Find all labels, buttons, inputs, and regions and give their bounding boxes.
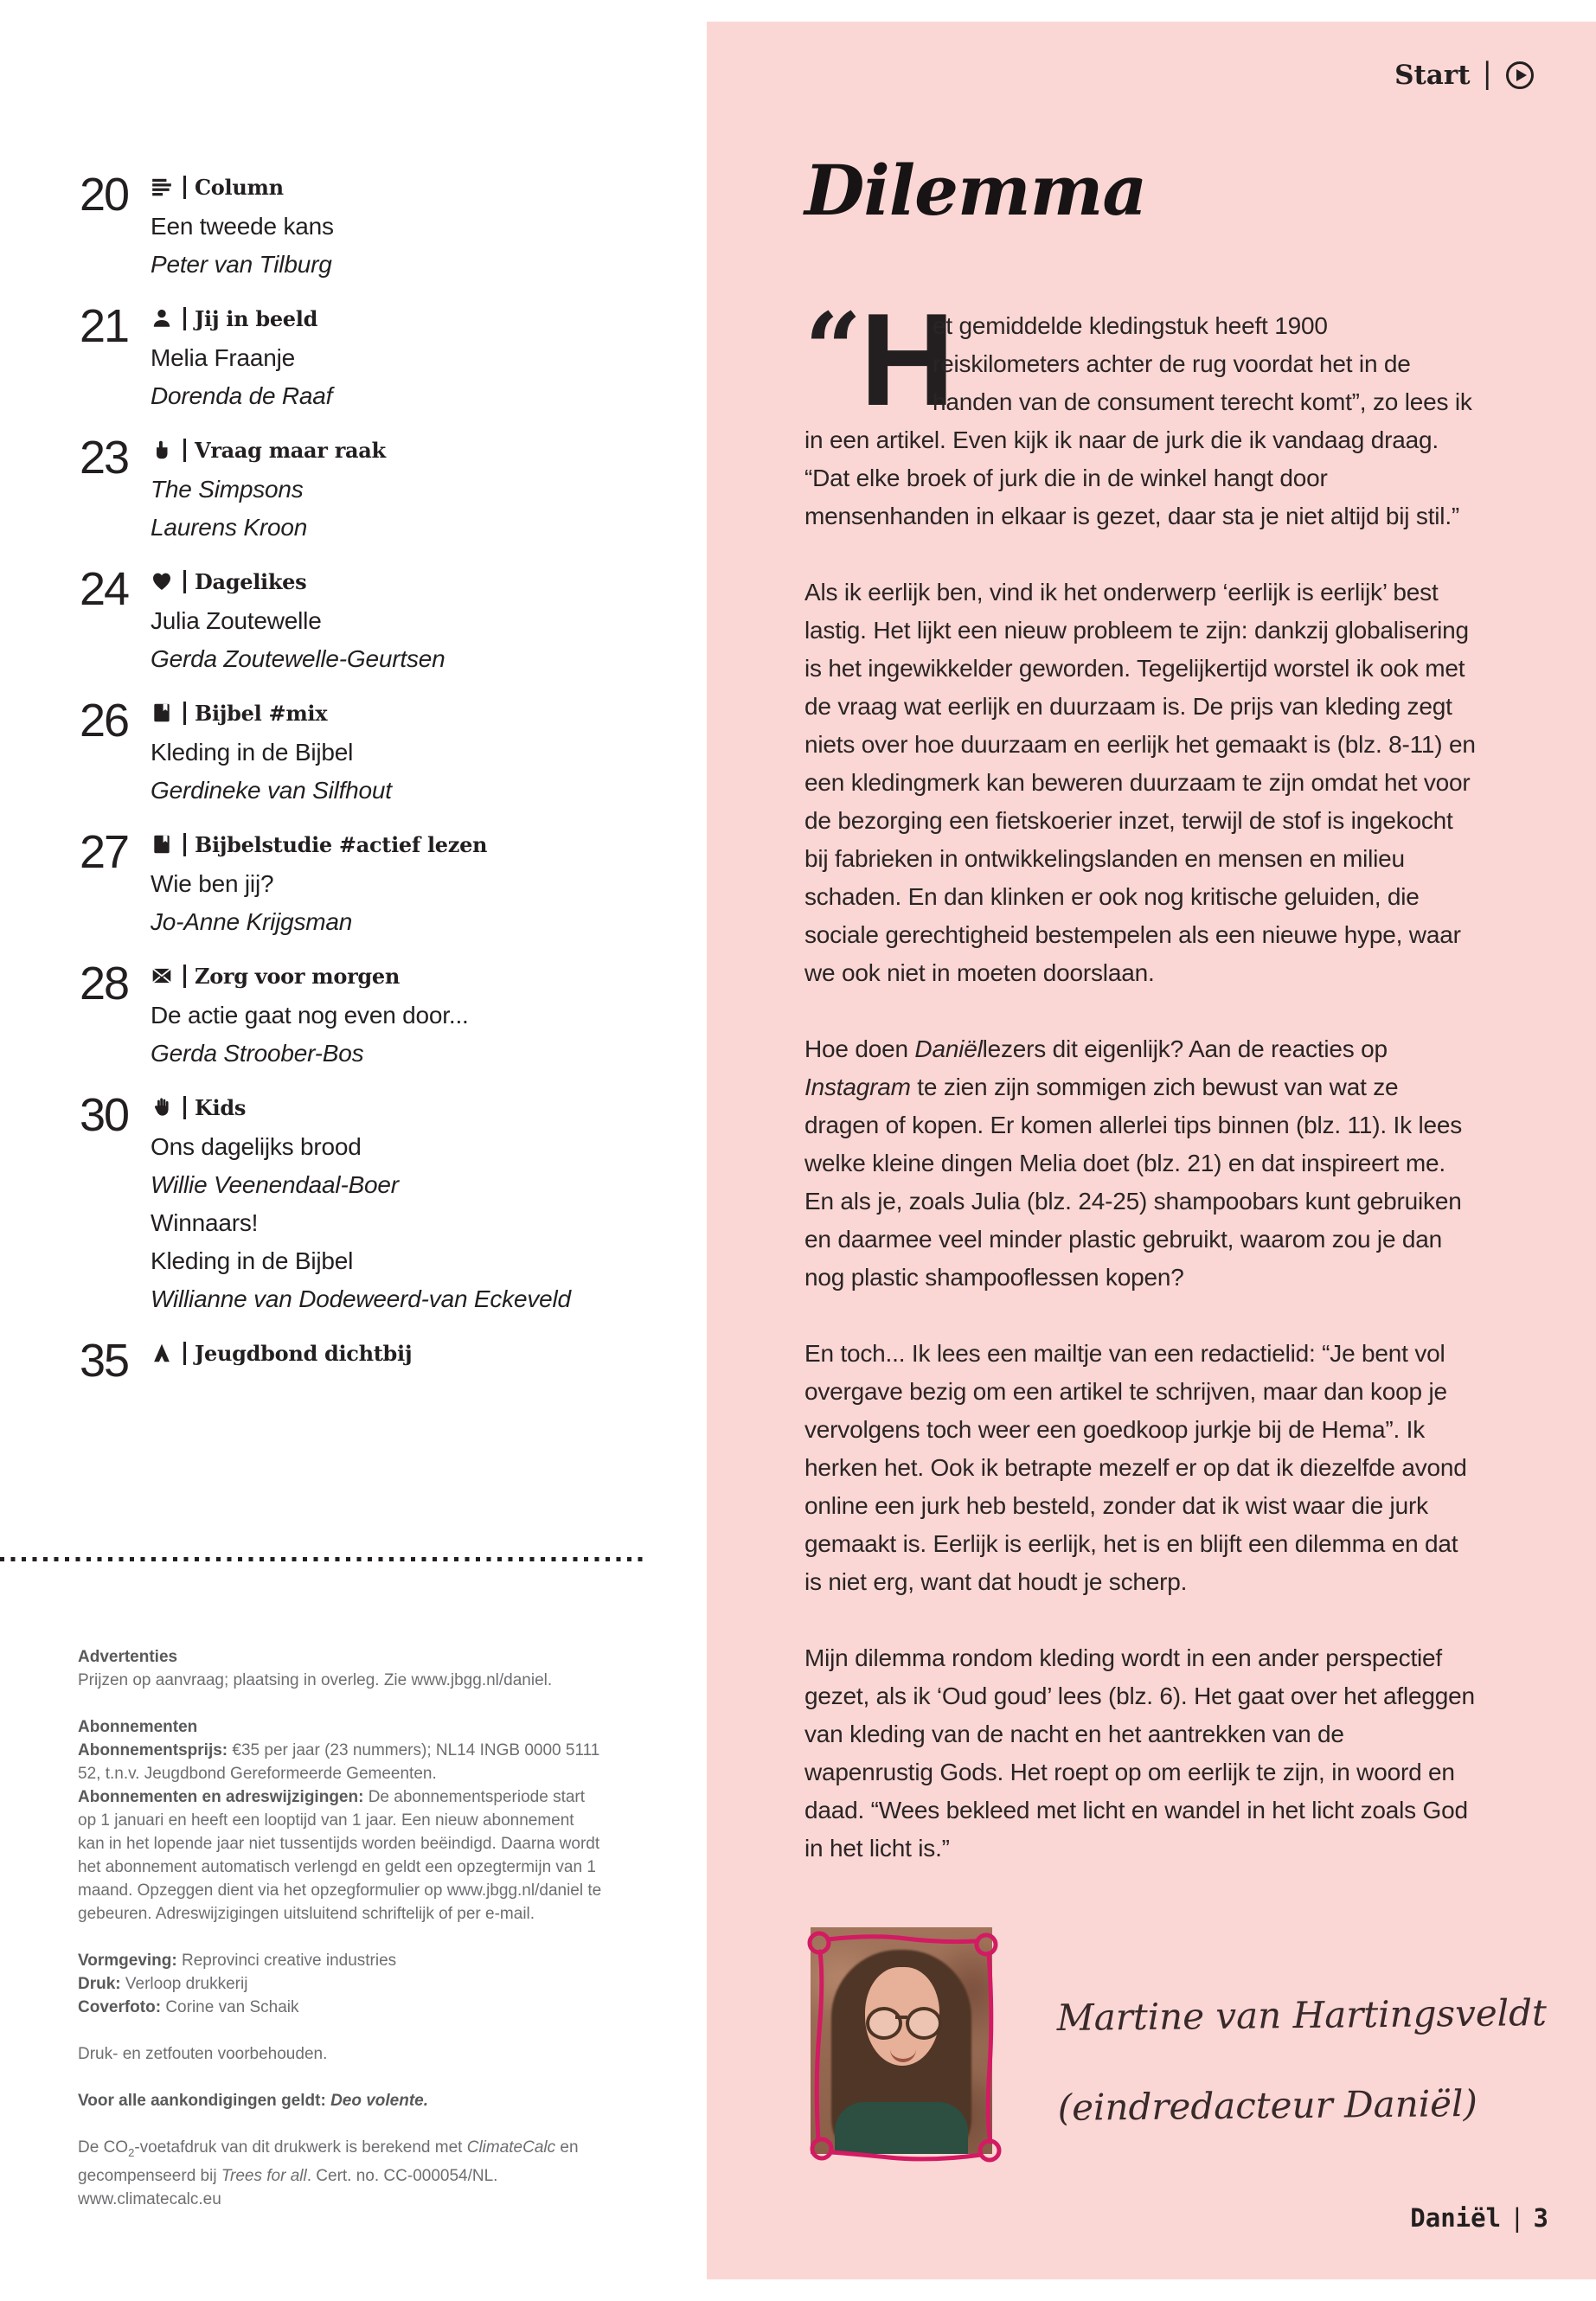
toc-entry[interactable]	[80, 1335, 676, 1387]
toc-category-label: Jeugdbond dichtbij	[195, 1340, 413, 1366]
toc-article-title: De actie gaat nog even door...	[151, 1002, 469, 1029]
toc-page-number: 20	[80, 169, 129, 221]
toc-author: Gerda Zoutewelle-Geurtsen	[151, 645, 445, 672]
colophon-paragraph	[78, 2136, 604, 2211]
toc-category-row	[151, 171, 676, 202]
toc-entry[interactable]	[80, 563, 676, 678]
toc-category-row	[151, 960, 676, 991]
column-icon	[151, 176, 173, 198]
toc-category-row	[151, 1092, 676, 1123]
signature	[1055, 1909, 1548, 2174]
colophon-text: Reprovinci creative industries	[182, 1952, 397, 1970]
toc-author: Gerdineke van Silfhout	[151, 777, 392, 804]
editorial-text: Mijn dilemma rondom kleding wordt in een ander perspectief gezet, als ik ‘Oud goud’ lees (blz. 6). Het gaat over het afleggen van kleding van de nacht en het aantrekken van de wapenrustig Gods. Het roept op om eerlijk te zijn, in woord en daad. “Wees bekleed met licht en wandel in het licht zoals God in het licht is.”	[804, 1644, 1475, 1862]
colophon-text: De abonnementsperiode start op 1 januari en heeft een looptijd van 1 jaar. Een nieuw abonnement kan in het lopende jaar niet tussentijds worden beëindigd. Daarna wordt het abonnement automatisch verlengd en geldt een opzegtermijn van 1 maand. Opzeggen dient via het opzegformulier op www.jbgg.nl/daniel te gebeuren. Adreswijzigingen uitsluitend schriftelijk of per e-mail.	[78, 1788, 602, 1923]
play-icon	[1504, 60, 1535, 91]
dropcap-quote-mark: “	[804, 292, 862, 408]
category-separator	[183, 176, 186, 199]
toc-entry-body	[151, 829, 676, 941]
start-separator: |	[1482, 56, 1492, 91]
colophon-text: Verloop drukkerij	[125, 1975, 248, 1993]
page-title: Dilemma	[804, 150, 1147, 231]
editor-signoff	[793, 1912, 1547, 2171]
toc-entry[interactable]	[80, 171, 676, 284]
toc-author: Laurens Kroon	[151, 514, 308, 541]
colophon-text: Druk:	[78, 1975, 125, 1993]
editorial-text: En toch... Ik lees een mailtje van een redactielid: “Je bent vol overgave bezig om een artikel te schrijven, maar dan koop je vervolgens toch weer een goedkoop jurkje bij de Hema”. Ik herken het. Ook ik betrapte mezelf er op dat ik diezelfde avond online een jurk heb besteld, zonder dat ik wist waar die jurk gemaakt is. Eerlijk is eerlijk, het is en blijft een dilemma en dat is niet erg, want dat houdt je scherp.	[804, 1340, 1467, 1595]
toc-article-title: Kleding in de Bijbel	[151, 1247, 354, 1274]
editorial-panel	[707, 22, 1596, 2279]
signature-name: Martine van Hartingsveldt	[1056, 1991, 1548, 2039]
editor-photo-frame	[793, 1912, 1010, 2171]
toc-entry-body	[151, 1092, 676, 1318]
editorial-body	[804, 286, 1477, 1868]
toc-category-label: Bijbel #mix	[195, 700, 328, 726]
editorial-paragraph	[804, 286, 1477, 535]
editorial-paragraph	[804, 1639, 1477, 1868]
toc-category-row	[151, 566, 676, 597]
toc-article-title: Kleding in de Bijbel	[151, 739, 354, 766]
colophon-text: Trees for all	[221, 2166, 307, 2185]
toc-page-number: 27	[80, 826, 129, 878]
colophon	[78, 1645, 604, 2211]
heart-icon	[151, 570, 173, 593]
editorial-paragraph	[804, 1335, 1477, 1601]
toc-category-label: Kids	[195, 1094, 247, 1120]
toc-entry[interactable]	[80, 826, 676, 941]
toc-author: Willie Veenendaal-Boer	[151, 1171, 399, 1198]
editorial-text: Hoe doen	[804, 1035, 915, 1062]
tent-icon	[151, 1342, 173, 1364]
toc-page-number: 35	[80, 1335, 129, 1387]
category-separator	[183, 833, 186, 856]
category-separator	[183, 1342, 186, 1365]
colophon-text: Voor alle aankondigingen geldt:	[78, 2092, 331, 2110]
colophon-paragraph	[78, 1715, 604, 1739]
colophon-text: 2	[128, 2145, 135, 2159]
toc-page-number: 30	[80, 1089, 129, 1141]
toc-article-title: Melia Fraanje	[151, 344, 296, 371]
toc-author: Peter van Tilburg	[151, 251, 332, 278]
editorial-paragraph	[804, 1030, 1477, 1297]
toc-category-row	[151, 303, 676, 334]
footer-magazine: Daniël	[1410, 2203, 1502, 2233]
colophon-text: . Cert. no. CC-000054/NL. www.climatecalc.eu	[78, 2166, 498, 2208]
toc-entry[interactable]	[80, 1089, 676, 1318]
envelope-icon	[151, 965, 173, 987]
colophon-text: Abonnementen en adreswijzigingen:	[78, 1788, 369, 1806]
toc-entry[interactable]	[80, 697, 676, 810]
colophon-text: Abonnementsprijs:	[78, 1741, 233, 1759]
book-icon	[151, 702, 173, 724]
colophon-text: -voetafdruk van dit drukwerk is berekend met	[134, 2138, 467, 2157]
dropcap-letter: H	[860, 286, 952, 433]
colophon-text: en gecompenseerd bij	[78, 2138, 579, 2185]
toc-entry-body	[151, 171, 676, 284]
colophon-paragraph	[78, 1972, 604, 1996]
person-icon	[151, 307, 173, 330]
toc-page-number: 23	[80, 432, 129, 484]
toc-entry-body	[151, 1337, 676, 1384]
toc-category-row	[151, 1337, 676, 1368]
toc-entry[interactable]	[80, 300, 676, 415]
colophon-paragraph	[78, 1739, 604, 1785]
toc-page-number: 26	[80, 695, 129, 747]
category-separator	[183, 965, 186, 988]
toc-category-label: Bijbelstudie #actief lezen	[195, 831, 488, 857]
toc-entry-body	[151, 960, 676, 1073]
toc-category-row	[151, 829, 676, 860]
toc-entry-body	[151, 303, 676, 415]
colophon-text: €35 per jaar (23 nummers); NL14 INGB 0000 5111 52, t.n.v. Jeugdbond Gereformeerde Gemeenten.	[78, 1741, 600, 1783]
toc-entry[interactable]	[80, 434, 676, 547]
colophon-text: Vormgeving:	[78, 1952, 182, 1970]
toc-list	[80, 171, 676, 1403]
colophon-paragraph	[78, 1949, 604, 1972]
pointing-finger-icon	[151, 439, 173, 461]
colophon-paragraph	[78, 1996, 604, 2019]
footer-separator: |	[1509, 2203, 1525, 2233]
dotted-divider	[0, 1557, 647, 1561]
colophon-text: De CO	[78, 2138, 129, 2157]
book-icon	[151, 833, 173, 856]
toc-article-title: Wie ben jij?	[151, 870, 274, 897]
toc-page-number: 24	[80, 563, 129, 615]
toc-article-title: Ons dagelijks brood	[151, 1133, 362, 1160]
toc-article-title: Winnaars!	[151, 1209, 259, 1236]
toc-entry-body	[151, 697, 676, 810]
page-footer	[1410, 2203, 1548, 2233]
toc-article-title: Een tweede kans	[151, 213, 334, 240]
editorial-text: Daniël	[914, 1035, 983, 1062]
colophon-text: Advertenties	[78, 1648, 178, 1666]
toc-category-label: Zorg voor morgen	[195, 963, 401, 989]
toc-author: The Simpsons	[151, 476, 304, 503]
signature-role: (eindredacteur Daniël)	[1057, 2081, 1478, 2129]
colophon-text: Prijzen op aanvraag; plaatsing in overleg. Zie www.jbgg.nl/daniel.	[78, 1671, 553, 1689]
toc-author: Gerda Stroober-Bos	[151, 1040, 364, 1067]
colophon-paragraph	[78, 1785, 604, 1926]
colophon-paragraph	[78, 2042, 604, 2066]
colophon-text: Deo volente.	[330, 2092, 429, 2110]
toc-author: Jo-Anne Krijgsman	[151, 908, 353, 935]
footer-page-number: 3	[1533, 2203, 1548, 2233]
toc-category-label: Dagelikes	[195, 568, 307, 594]
toc-page-number: 21	[80, 300, 129, 352]
editorial-text: Als ik eerlijk ben, vind ik het onderwerp ‘eerlijk is eerlijk’ best lastig. Het lijkt een nieuw probleem te zijn: dankzij globalisering is het ingewikkelder geworden. Tegelijkertijd worstel ik ook met de vraag wat eerlijk en duurzaam is. De prijs van kleding zegt niets over hoe duurzaam en eerlijk het gemaakt is (blz. 8-11) en een kledingmerk kan beweren duurzaam te zijn omdat het voor de bezorging een fietskoerier inzet, terwijl de stof is ingekocht bij fabrieken in ontwikkelingslanden en mensen en milieu schaden. En dan klinken er ook nog kritische geluiden, die sociale gerechtigheid bestempelen als een nieuwe hype, waar we ook niet in moeten doorslaan.	[804, 579, 1476, 986]
toc-entry-body	[151, 434, 676, 547]
colophon-paragraph	[78, 1669, 604, 1692]
colophon-paragraph	[78, 1645, 604, 1669]
colophon-text: ClimateCalc	[466, 2138, 556, 2157]
editorial-text: lezers dit eigenlijk? Aan de reacties op	[982, 1035, 1388, 1062]
toc-category-label: Column	[195, 174, 284, 200]
toc-category-label: Vraag maar raak	[195, 437, 386, 463]
category-separator	[183, 1096, 186, 1119]
toc-page-number: 28	[80, 958, 129, 1009]
colophon-text: Corine van Schaik	[165, 1998, 299, 2016]
colophon-text: Abonnementen	[78, 1718, 198, 1736]
toc-author: Dorenda de Raaf	[151, 382, 333, 409]
toc-entry-body	[151, 566, 676, 678]
editorial-paragraph	[804, 574, 1477, 992]
toc-category-label: Jij in beeld	[195, 305, 318, 331]
start-marker[interactable]	[1394, 58, 1535, 93]
doodle-frame	[793, 1912, 1010, 2171]
colophon-text: Coverfoto:	[78, 1998, 166, 2016]
category-separator	[183, 570, 186, 593]
colophon-text: Druk- en zetfouten voorbehouden.	[78, 2045, 328, 2063]
category-separator	[183, 439, 186, 462]
hand-icon	[151, 1096, 173, 1118]
category-separator	[183, 307, 186, 330]
toc-category-row	[151, 697, 676, 728]
toc-entry[interactable]	[80, 960, 676, 1073]
editorial-text: Instagram	[804, 1074, 911, 1100]
toc-category-row	[151, 434, 676, 465]
toc-author: Willianne van Dodeweerd-van Eckeveld	[151, 1285, 571, 1312]
colophon-paragraph	[78, 2089, 604, 2112]
editorial-text: et gemiddelde kledingstuk heeft 1900 reiskilometers achter de rug voordat het in de handen van de consument terecht komt”, zo lees ik in een artikel. Even kijk ik naar de jurk die ik vandaag draag. “Dat elke broek of jurk die in de winkel hangt door mensenhanden in elkaar is gezet, daar sta je niet altijd bij stil.”	[804, 312, 1472, 529]
toc-article-title: Julia Zoutewelle	[151, 607, 322, 634]
editorial-text: te zien zijn sommigen zich bewust van wat ze dragen of kopen. Er komen allerlei tips binnen (blz. 11). Ik lees welke kleine dingen Melia doet (blz. 21) en dat inspireert me. En als je, zoals Julia (blz. 24-25) shampoobars kunt gebruiken en daarmee veel minder plastic gebruikt, waarom zou je dan nog plastic shampooflessen kopen?	[804, 1074, 1463, 1291]
category-separator	[183, 702, 186, 725]
start-label: Start	[1394, 60, 1471, 91]
